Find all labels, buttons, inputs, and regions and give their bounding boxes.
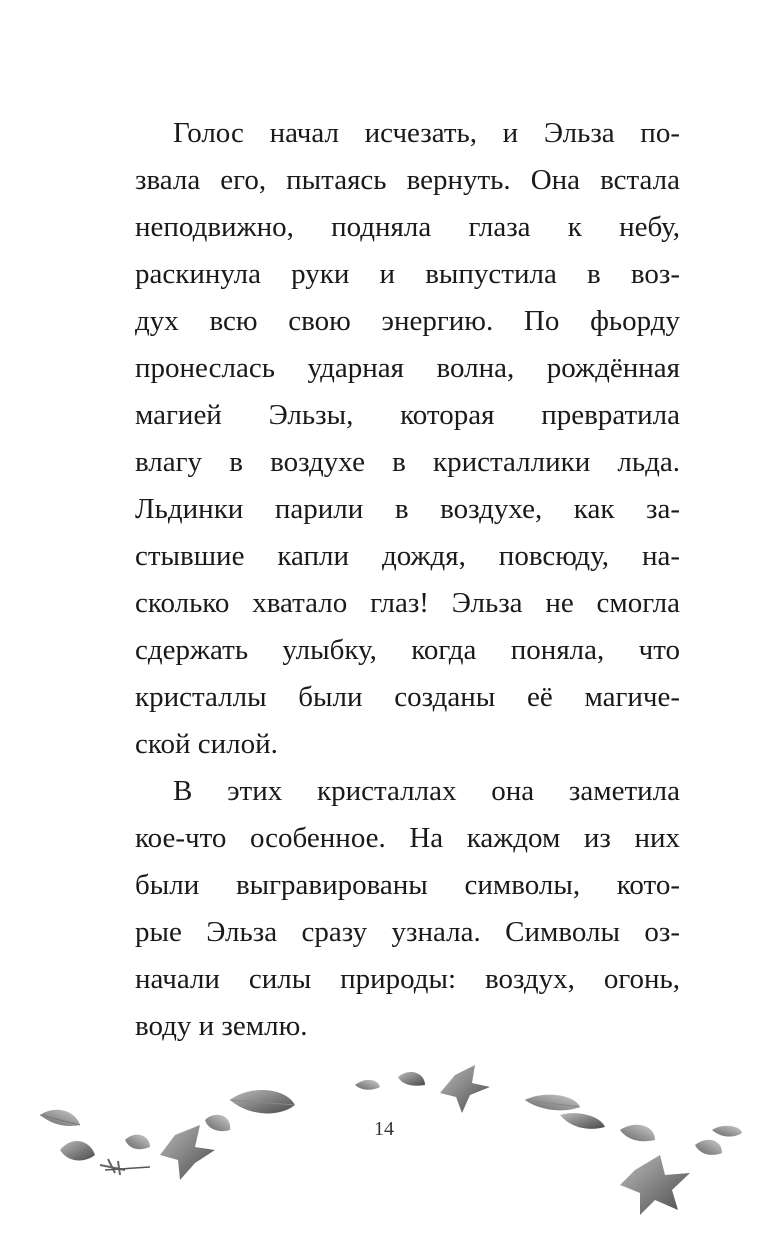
leaf-icon — [60, 1141, 95, 1161]
text-line: магией Эльзы, которая превратила — [135, 399, 680, 431]
paragraph-1 — [135, 110, 680, 768]
text-line: сколько хватало глаз! Эльза не смогла — [135, 587, 680, 619]
leaf-icon — [100, 1159, 150, 1175]
leaf-icon — [620, 1155, 690, 1215]
body-text — [135, 110, 680, 1050]
text-line: Льдинки парили в воздухе, как за- — [135, 493, 680, 525]
text-line: сдержать улыбку, когда поняла, что — [135, 634, 680, 666]
leaf-icon — [440, 1065, 490, 1113]
text-line: неподвижно, подняла глаза к небу, — [135, 211, 680, 243]
leaves-decoration — [0, 1055, 768, 1240]
text-line: звала его, пытаясь вернуть. Она встала — [135, 164, 680, 196]
paragraph-2 — [135, 768, 680, 1050]
text-line: влагу в воздухе в кристаллики льда. — [135, 446, 680, 478]
leaf-icon — [525, 1095, 580, 1111]
leaf-icon — [355, 1080, 380, 1090]
text-line: пронеслась ударная волна, рождённая — [135, 352, 680, 384]
text-line: дух всю свою энергию. По фьорду — [135, 305, 680, 337]
text-line: кристаллы были созданы её магиче- — [135, 681, 680, 713]
text-line: раскинула руки и выпустила в воз- — [135, 258, 680, 290]
leaf-icon — [230, 1090, 295, 1113]
text-line: рые Эльза сразу узнала. Символы оз- — [135, 916, 680, 948]
page-number: 14 — [374, 1118, 394, 1140]
text-line: Голос начал исчезать, и Эльза по- — [173, 117, 680, 149]
text-line: ской силой. — [135, 728, 278, 760]
text-line: В этих кристаллах она заметила — [173, 775, 680, 807]
leaf-icon — [398, 1072, 425, 1086]
leaf-icon — [695, 1140, 722, 1155]
text-line: воду и землю. — [135, 1010, 308, 1042]
text-line: кое-что особенное. На каждом из них — [135, 822, 680, 854]
text-line: были выгравированы символы, кото- — [135, 869, 680, 901]
text-line: стывшие капли дождя, повсюду, на- — [135, 540, 680, 572]
text-line: начали силы природы: воздух, огонь, — [135, 963, 680, 995]
